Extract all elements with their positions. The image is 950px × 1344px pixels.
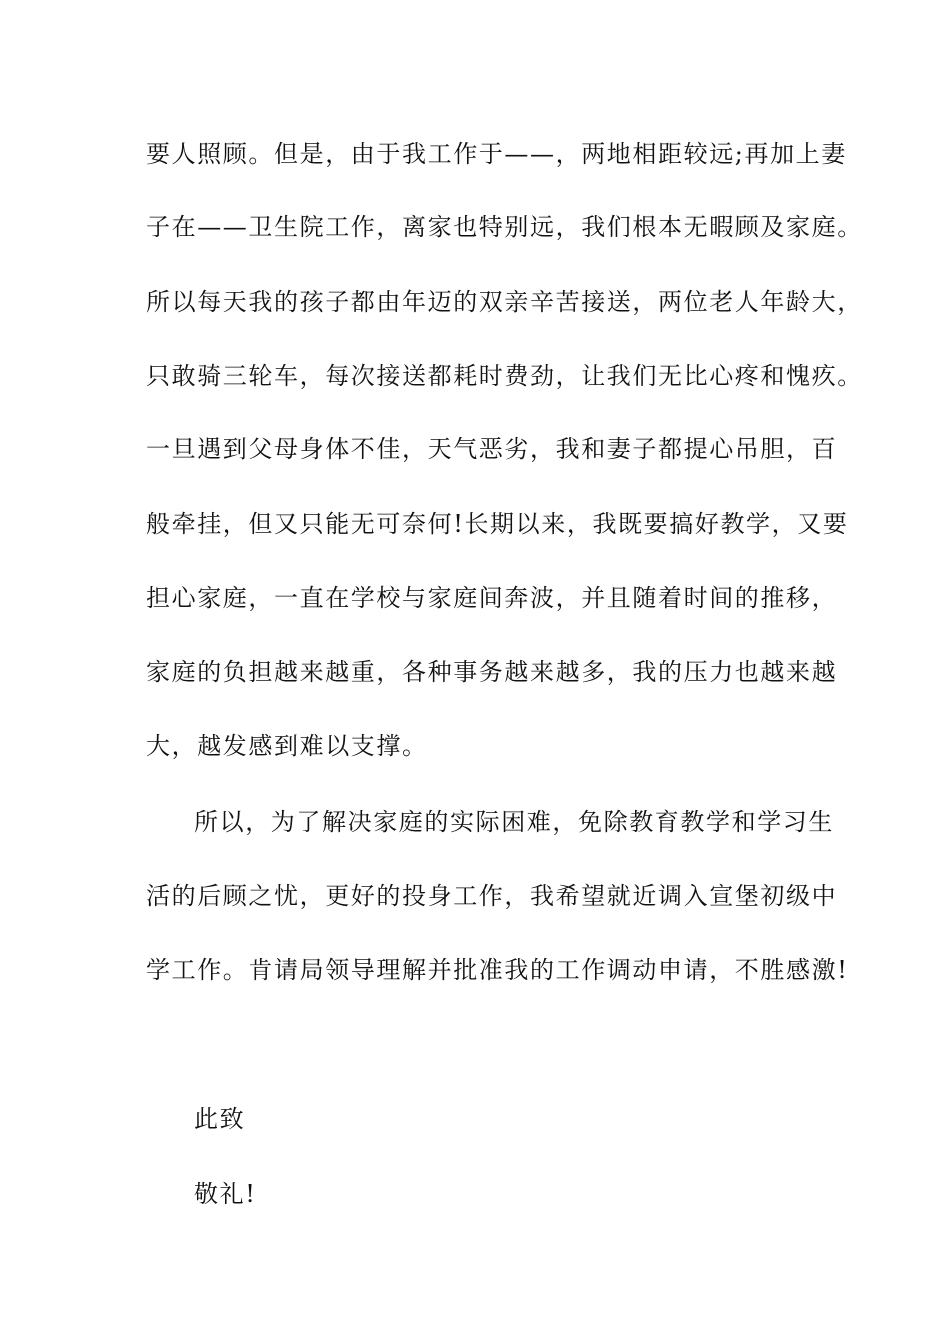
paragraph-1-line-7: 担心家庭，一直在学校与家庭间奔波，并且随着时间的推移， [146, 584, 838, 612]
paragraph-1-line-6: 般牵挂，但又只能无可奈何!长期以来，我既要搞好教学，又要 [146, 510, 849, 538]
paragraph-1-line-3: 所以每天我的孩子都由年迈的双亲辛苦接送，两位老人年龄大， [146, 288, 863, 316]
paragraph-2-line-2: 活的后顾之忧，更好的投身工作，我希望就近调入宣堡初级中 [146, 882, 838, 910]
paragraph-1-line-8: 家庭的负担越来越重，各种事务越来越多，我的压力也越来越 [146, 658, 838, 686]
paragraph-1-line-5: 一旦遇到父母身体不佳，天气恶劣，我和妻子都提心吊胆，百 [146, 435, 838, 463]
closing-regards: 敬礼! [194, 1180, 257, 1208]
paragraph-1-line-9: 大，越发感到难以支撑。 [146, 732, 428, 760]
paragraph-1-line-2: 子在——卫生院工作，离家也特别远，我们根本无暇顾及家庭。 [146, 213, 863, 241]
paragraph-1-line-4: 只敢骑三轮车，每次接送都耗时费劲，让我们无比心疼和愧疚。 [146, 362, 863, 390]
paragraph-1-line-1: 要人照顾。但是，由于我工作于——，两地相距较远;再加上妻 [146, 140, 847, 168]
closing-salutation: 此致 [194, 1105, 246, 1133]
paragraph-2-line-1: 所以，为了解决家庭的实际困难，免除教育教学和学习生 [194, 808, 834, 836]
paragraph-2-line-3: 学工作。肯请局领导理解并批准我的工作调动申请，不胜感激! [146, 956, 849, 984]
